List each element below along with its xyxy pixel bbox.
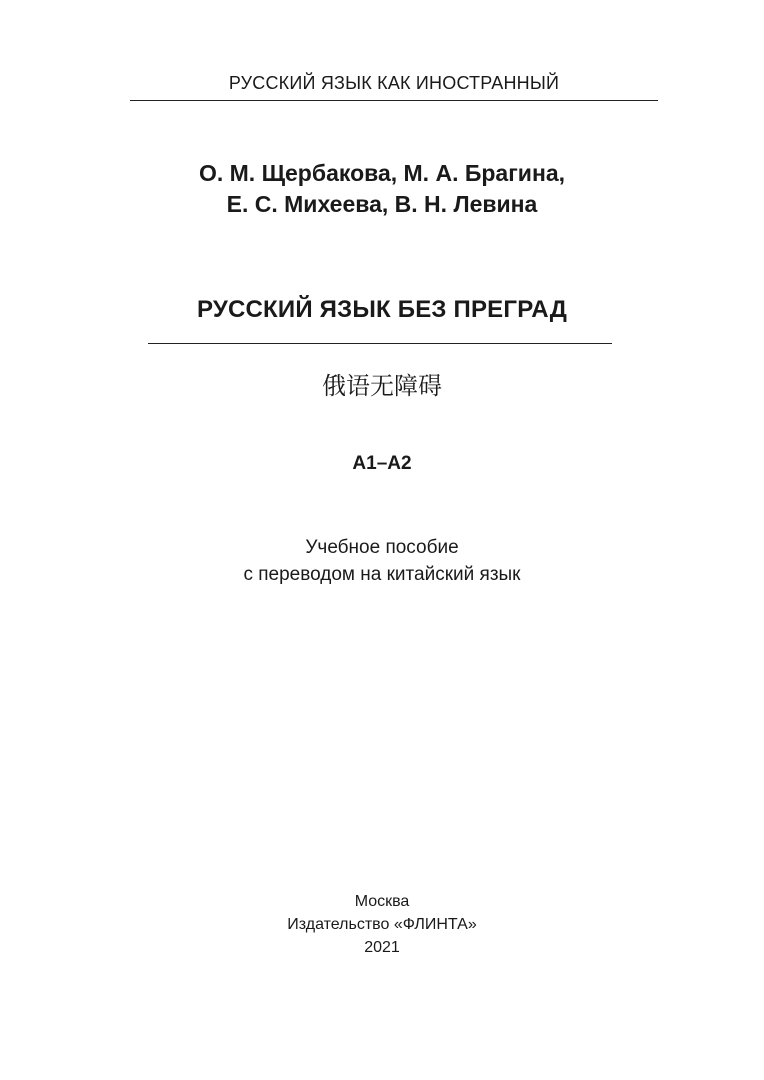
imprint-block [0,890,764,959]
authors-line-2: Е. С. Михеева, В. Н. Левина [226,191,538,217]
series-title: РУССКИЙ ЯЗЫК КАК ИНОСТРАННЫЙ [228,73,560,93]
book-title-chinese: 俄语无障碍 [322,372,442,400]
imprint-publisher: Издательство «ФЛИНТА» [287,916,477,933]
series-divider [130,100,658,101]
book-title: РУССКИЙ ЯЗЫК БЕЗ ПРЕГРАД [196,296,568,323]
imprint-city: Москва [354,893,410,910]
subtitle-line-2: с переводом на китайский язык [243,564,521,585]
level-label: А1–А2 [352,453,412,474]
authors-block [0,158,764,220]
authors-line-1: О. М. Щербакова, М. А. Брагина, [198,160,566,186]
subtitle-line-1: Учебное пособие [305,537,459,558]
title-divider [148,343,612,344]
imprint-year: 2021 [364,939,400,956]
subtitle-block [0,534,764,588]
